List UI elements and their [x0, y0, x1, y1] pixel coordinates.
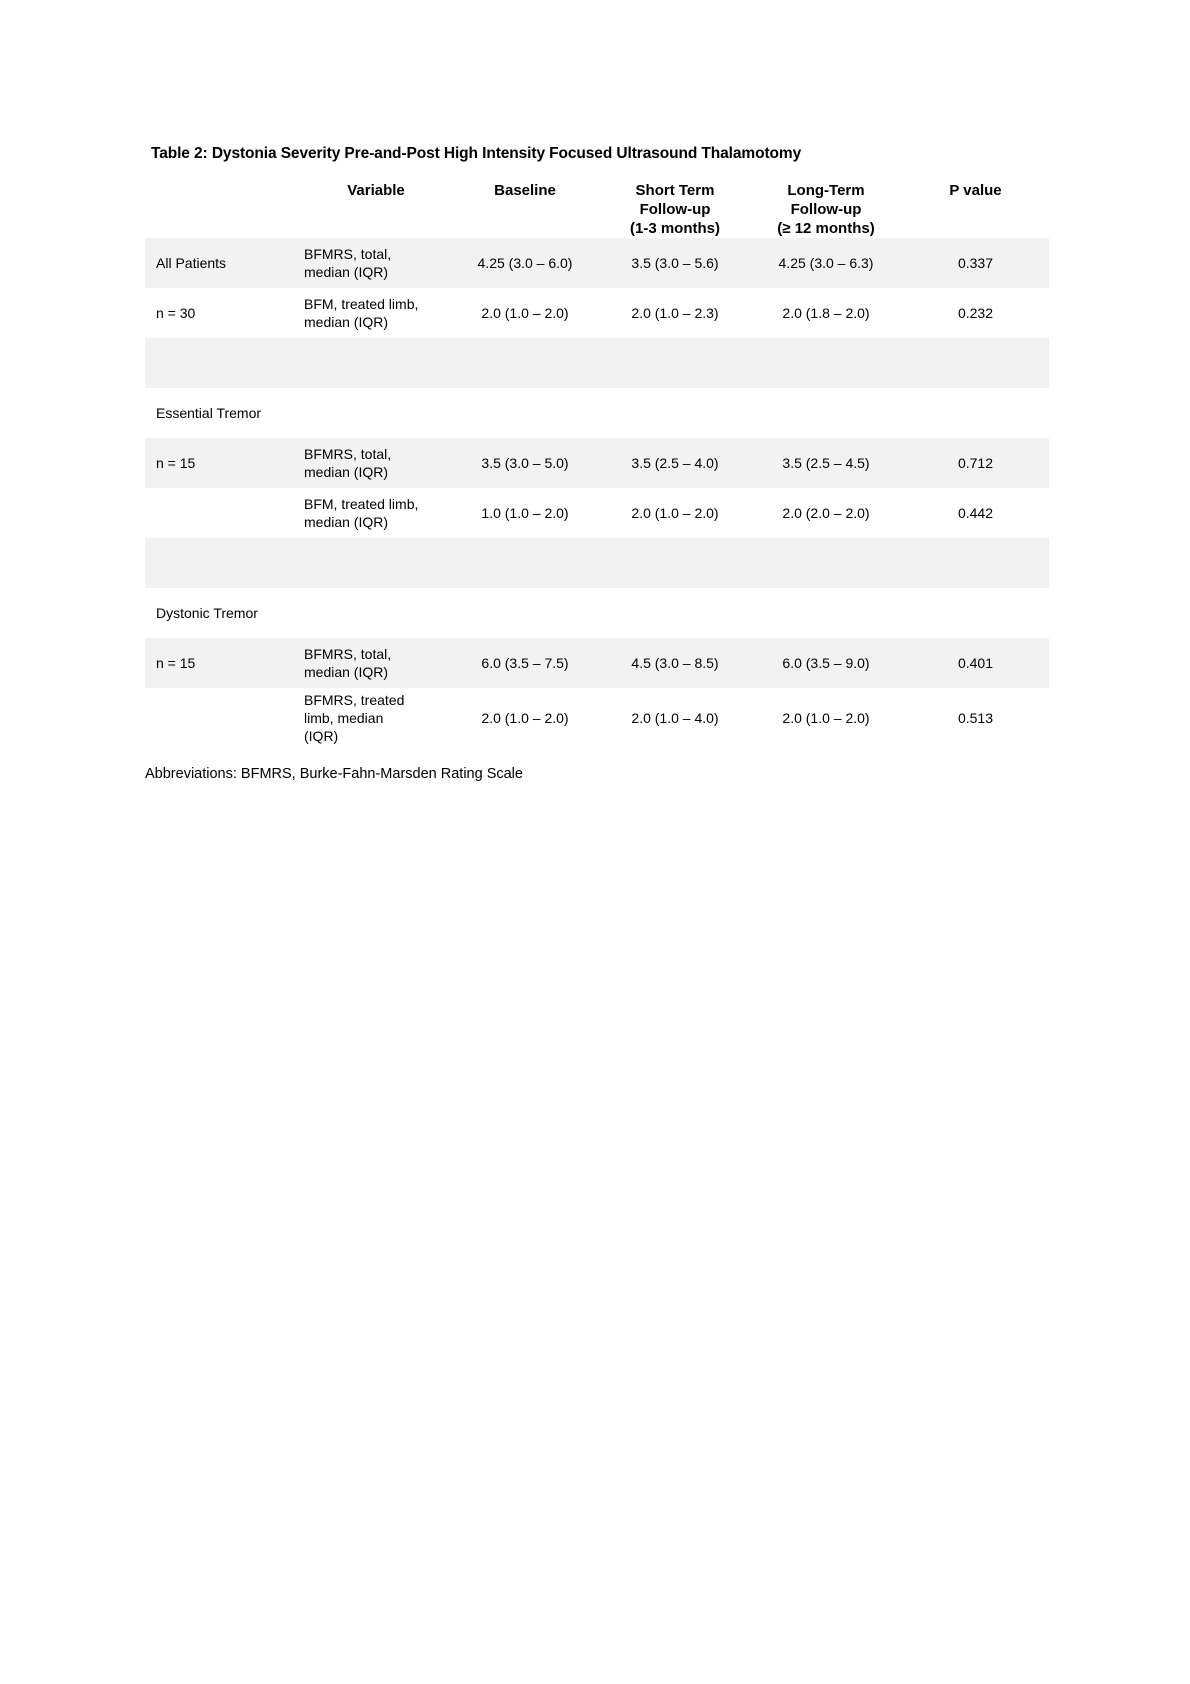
row-group-label [145, 688, 302, 748]
row-variable [302, 538, 450, 588]
table-row [145, 538, 1049, 588]
table-row [145, 288, 1049, 338]
long-term-value: 2.0 (1.8 – 2.0) [782, 305, 870, 321]
baseline-value: 1.0 (1.0 – 2.0) [481, 505, 569, 521]
long-term-value: 3.5 (2.5 – 4.5) [750, 438, 902, 488]
row-variable: BFMRS, total, median (IQR) [302, 438, 450, 488]
short-term-value: 2.0 (1.0 – 4.0) [631, 710, 719, 726]
baseline-value: 3.5 (3.0 – 5.0) [450, 438, 600, 488]
row-group-label: Dystonic Tremor [156, 605, 258, 621]
row-group-label [145, 538, 302, 588]
header-long-term: Long-Term Follow-up (≥ 12 months) [777, 182, 875, 237]
row-group-label: n = 30 [156, 305, 196, 321]
abbreviations-note: Abbreviations: BFMRS, Burke-Fahn-Marsden Rating Scale [145, 766, 523, 782]
long-term-value: 2.0 (1.0 – 2.0) [782, 710, 870, 726]
baseline-value: 2.0 (1.0 – 2.0) [481, 710, 569, 726]
long-term-value [750, 338, 902, 388]
row-group-label: Essential Tremor [156, 405, 262, 421]
long-term-value [750, 388, 902, 438]
baseline-value: 2.0 (1.0 – 2.0) [481, 305, 569, 321]
header-row [145, 175, 1049, 238]
row-group-label: All Patients [145, 238, 302, 288]
long-term-value: 4.25 (3.0 – 6.3) [750, 238, 902, 288]
short-term-value: 3.5 (3.0 – 5.6) [600, 238, 750, 288]
header-variable: Variable [347, 182, 405, 199]
table-row [145, 688, 1049, 748]
row-variable [302, 588, 450, 638]
baseline-value: 6.0 (3.5 – 7.5) [450, 638, 600, 688]
long-term-value: 2.0 (2.0 – 2.0) [782, 505, 870, 521]
row-variable: BFM, treated limb, median (IQR) [304, 496, 419, 530]
p-value: 0.712 [902, 438, 1049, 488]
short-term-value [600, 388, 750, 438]
table-row [145, 488, 1049, 538]
row-variable: BFMRS, total, median (IQR) [302, 238, 450, 288]
p-value: 0.442 [957, 505, 994, 521]
long-term-value: 6.0 (3.5 – 9.0) [750, 638, 902, 688]
dystonia-severity-table [145, 175, 1049, 748]
short-term-value [600, 538, 750, 588]
short-term-value: 2.0 (1.0 – 2.3) [631, 305, 719, 321]
table-row [145, 438, 1049, 488]
short-term-value: 4.5 (3.0 – 8.5) [600, 638, 750, 688]
short-term-value: 3.5 (2.5 – 4.0) [600, 438, 750, 488]
p-value [902, 588, 1049, 638]
header-group [145, 175, 302, 238]
p-value: 0.232 [957, 305, 994, 321]
baseline-value [450, 588, 600, 638]
row-group-label [145, 338, 302, 388]
row-variable: BFMRS, total, median (IQR) [302, 638, 450, 688]
row-group-label: n = 15 [145, 438, 302, 488]
header-baseline: Baseline [494, 182, 556, 199]
p-value [902, 538, 1049, 588]
table-title: Table 2: Dystonia Severity Pre-and-Post High Intensity Focused Ultrasound Thalamotomy [151, 145, 802, 162]
row-variable: BFM, treated limb, median (IQR) [304, 296, 419, 330]
row-group-label: n = 15 [145, 638, 302, 688]
long-term-value [750, 588, 902, 638]
p-value: 0.401 [902, 638, 1049, 688]
baseline-value: 4.25 (3.0 – 6.0) [450, 238, 600, 288]
baseline-value [450, 388, 600, 438]
baseline-value [450, 538, 600, 588]
table-row [145, 638, 1049, 688]
table-row [145, 238, 1049, 288]
header-p-value: P value [949, 182, 1002, 199]
p-value [902, 388, 1049, 438]
baseline-value [450, 338, 600, 388]
short-term-value: 2.0 (1.0 – 2.0) [631, 505, 719, 521]
table-row [145, 588, 1049, 638]
table-row [145, 388, 1049, 438]
p-value: 0.513 [957, 710, 994, 726]
row-variable [302, 338, 450, 388]
row-variable [302, 388, 450, 438]
p-value [902, 338, 1049, 388]
table-row [145, 338, 1049, 388]
row-variable: BFMRS, treated limb, median (IQR) [304, 692, 405, 744]
row-group-label [145, 488, 302, 538]
short-term-value [600, 588, 750, 638]
short-term-value [600, 338, 750, 388]
header-short-term: Short Term Follow-up (1-3 months) [630, 182, 720, 237]
p-value: 0.337 [902, 238, 1049, 288]
long-term-value [750, 538, 902, 588]
